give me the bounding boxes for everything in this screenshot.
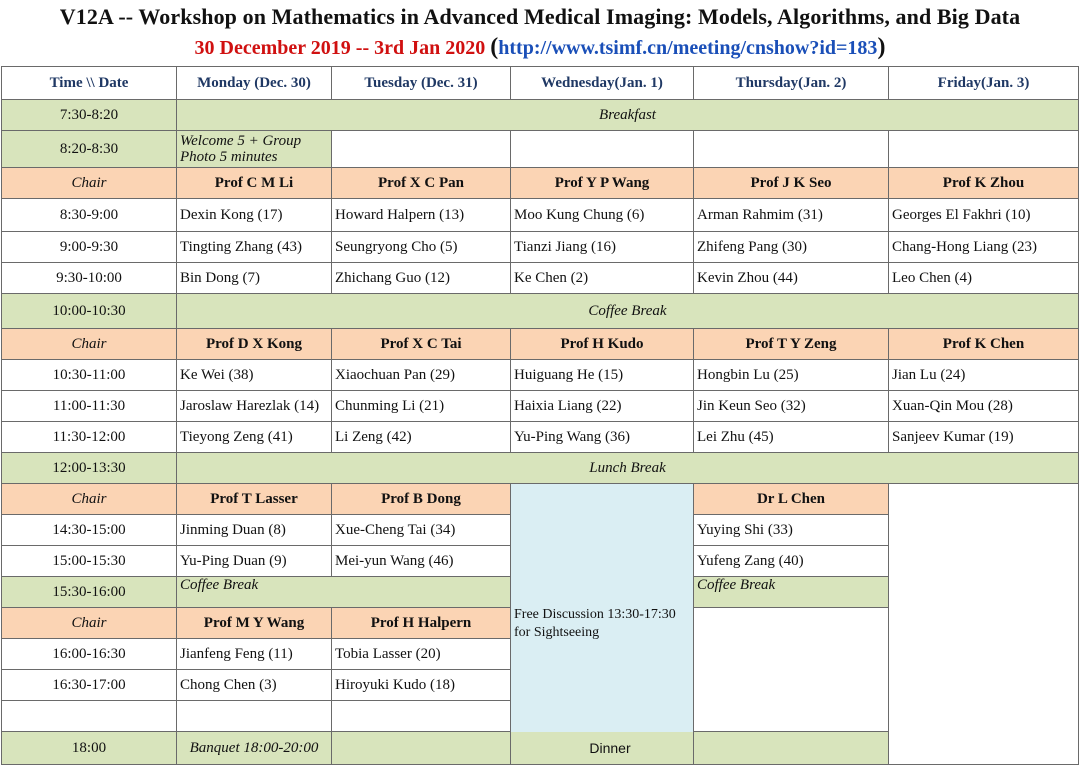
talk-cell: Moo Kung Chung (6) — [511, 199, 694, 232]
dinner-cell: Dinner — [332, 732, 889, 765]
empty-cell — [889, 131, 1079, 168]
chair-cell: Prof K Zhou — [889, 168, 1079, 199]
chair-cell: Prof H Halpern — [332, 608, 511, 639]
talk-cell: Kevin Zhou (44) — [694, 263, 889, 294]
time-cell: 11:00-11:30 — [2, 391, 177, 422]
talk-cell: Seungryong Cho (5) — [332, 232, 511, 263]
empty-cell — [694, 608, 889, 732]
column-header-tuesday: Tuesday (Dec. 31) — [332, 67, 511, 100]
talk-cell: Yuying Shi (33) — [694, 515, 889, 546]
table-row — [2, 131, 1079, 168]
talk-cell: Huiguang He (15) — [511, 360, 694, 391]
empty-cell — [511, 131, 694, 168]
talk-cell: Xue-Cheng Tai (34) — [332, 515, 511, 546]
open-paren: ( — [490, 34, 499, 60]
column-header-monday: Monday (Dec. 30) — [177, 67, 332, 100]
table-row — [2, 199, 1079, 232]
event-url-link[interactable]: http://www.tsimf.cn/meeting/cnshow?id=183 — [498, 37, 878, 59]
empty-cell — [332, 131, 511, 168]
table-row — [2, 232, 1079, 263]
talk-cell: Chunming Li (21) — [332, 391, 511, 422]
talk-cell: Arman Rahmim (31) — [694, 199, 889, 232]
talk-cell: Haixia Liang (22) — [511, 391, 694, 422]
chair-row — [2, 329, 1079, 360]
time-cell: 15:30-16:00 — [2, 577, 177, 608]
welcome-cell: Welcome 5 + Group Photo 5 minutes — [177, 131, 332, 168]
coffee-break-cell: Coffee Break — [177, 294, 1079, 329]
breakfast-cell: Breakfast — [177, 100, 1079, 131]
table-row — [2, 422, 1079, 453]
chair-cell: Prof Y P Wang — [511, 168, 694, 199]
chair-cell: Prof T Lasser — [177, 484, 332, 515]
chair-cell: Dr L Chen — [694, 484, 889, 515]
talk-cell: Georges El Fakhri (10) — [889, 199, 1079, 232]
empty-cell — [2, 701, 177, 732]
talk-cell: Sanjeev Kumar (19) — [889, 422, 1079, 453]
time-cell: 15:00-15:30 — [2, 546, 177, 577]
column-header-thursday: Thursday(Jan. 2) — [694, 67, 889, 100]
time-cell: 8:30-9:00 — [2, 199, 177, 232]
chair-cell: Prof M Y Wang — [177, 608, 332, 639]
table-row — [2, 294, 1079, 329]
table-row — [2, 391, 1079, 422]
talk-cell: Zhifeng Pang (30) — [694, 232, 889, 263]
chair-row — [2, 168, 1079, 199]
chair-cell: Prof K Chen — [889, 329, 1079, 360]
chair-cell: Prof H Kudo — [511, 329, 694, 360]
time-cell: 18:00 — [2, 732, 177, 765]
table-row — [2, 453, 1079, 484]
talk-cell: Jianfeng Feng (11) — [177, 639, 332, 670]
time-cell: 16:30-17:00 — [2, 670, 177, 701]
talk-cell: Xuan-Qin Mou (28) — [889, 391, 1079, 422]
banquet-cell: Banquet 18:00-20:00 — [177, 732, 332, 765]
talk-cell: Leo Chen (4) — [889, 263, 1079, 294]
chair-cell: Prof X C Tai — [332, 329, 511, 360]
empty-cell — [694, 131, 889, 168]
time-cell: 7:30-8:20 — [2, 100, 177, 131]
table-header-row — [2, 67, 1079, 100]
column-header-friday: Friday(Jan. 3) — [889, 67, 1079, 100]
event-dates: 30 December 2019 -- 3rd Jan 2020 — [194, 37, 486, 59]
talk-cell: Li Zeng (42) — [332, 422, 511, 453]
empty-cell — [889, 484, 1079, 765]
free-discussion-cell: Free Discussion 13:30-17:30 for Sightseeing — [511, 484, 694, 765]
talk-cell: Jaroslaw Harezlak (14) — [177, 391, 332, 422]
talk-cell: Ke Wei (38) — [177, 360, 332, 391]
chair-label: Chair — [2, 168, 177, 199]
talk-cell: Zhichang Guo (12) — [332, 263, 511, 294]
table-row — [2, 360, 1079, 391]
time-cell: 11:30-12:00 — [2, 422, 177, 453]
time-cell: 10:00-10:30 — [2, 294, 177, 329]
time-cell: 12:00-13:30 — [2, 453, 177, 484]
talk-cell: Tingting Zhang (43) — [177, 232, 332, 263]
time-cell: 10:30-11:00 — [2, 360, 177, 391]
time-cell: 14:30-15:00 — [2, 515, 177, 546]
talk-cell: Tobia Lasser (20) — [332, 639, 511, 670]
talk-cell: Chong Chen (3) — [177, 670, 332, 701]
talk-cell: Bin Dong (7) — [177, 263, 332, 294]
page-subtitle — [0, 34, 1080, 61]
empty-cell — [332, 701, 511, 732]
talk-cell: Tieyong Zeng (41) — [177, 422, 332, 453]
talk-cell: Yu-Ping Duan (9) — [177, 546, 332, 577]
chair-cell: Prof T Y Zeng — [694, 329, 889, 360]
talk-cell: Ke Chen (2) — [511, 263, 694, 294]
talk-cell: Hiroyuki Kudo (18) — [332, 670, 511, 701]
table-row — [2, 100, 1079, 131]
chair-label: Chair — [2, 484, 177, 515]
talk-cell: Yufeng Zang (40) — [694, 546, 889, 577]
time-cell: 8:20-8:30 — [2, 131, 177, 168]
coffee-break-cell: Coffee Break — [177, 577, 511, 608]
chair-cell: Prof J K Seo — [694, 168, 889, 199]
talk-cell: Dexin Kong (17) — [177, 199, 332, 232]
talk-cell: Hongbin Lu (25) — [694, 360, 889, 391]
talk-cell: Howard Halpern (13) — [332, 199, 511, 232]
close-paren: ) — [877, 34, 886, 60]
chair-label: Chair — [2, 329, 177, 360]
talk-cell: Mei-yun Wang (46) — [332, 546, 511, 577]
column-header-wednesday: Wednesday(Jan. 1) — [511, 67, 694, 100]
column-header-time: Time \\ Date — [2, 67, 177, 100]
talk-cell: Jin Keun Seo (32) — [694, 391, 889, 422]
talk-cell: Tianzi Jiang (16) — [511, 232, 694, 263]
chair-cell: Prof D X Kong — [177, 329, 332, 360]
table-row — [2, 263, 1079, 294]
talk-cell: Yu-Ping Wang (36) — [511, 422, 694, 453]
page-title: V12A -- Workshop on Mathematics in Advanced Medical Imaging: Models, Algorithms, and Big Data — [59, 4, 1021, 29]
chair-cell: Prof X C Pan — [332, 168, 511, 199]
talk-cell: Xiaochuan Pan (29) — [332, 360, 511, 391]
chair-cell: Prof B Dong — [332, 484, 511, 515]
time-cell: 9:30-10:00 — [2, 263, 177, 294]
empty-cell — [177, 701, 332, 732]
time-cell: 9:00-9:30 — [2, 232, 177, 263]
time-cell: 16:00-16:30 — [2, 639, 177, 670]
talk-cell: Chang-Hong Liang (23) — [889, 232, 1079, 263]
talk-cell: Jian Lu (24) — [889, 360, 1079, 391]
chair-row — [2, 484, 1079, 515]
chair-label: Chair — [2, 608, 177, 639]
coffee-break-cell: Coffee Break — [694, 577, 889, 608]
chair-cell: Prof C M Li — [177, 168, 332, 199]
talk-cell: Lei Zhu (45) — [694, 422, 889, 453]
lunch-break-cell: Lunch Break — [177, 453, 1079, 484]
talk-cell: Jinming Duan (8) — [177, 515, 332, 546]
schedule-table — [1, 66, 1079, 765]
